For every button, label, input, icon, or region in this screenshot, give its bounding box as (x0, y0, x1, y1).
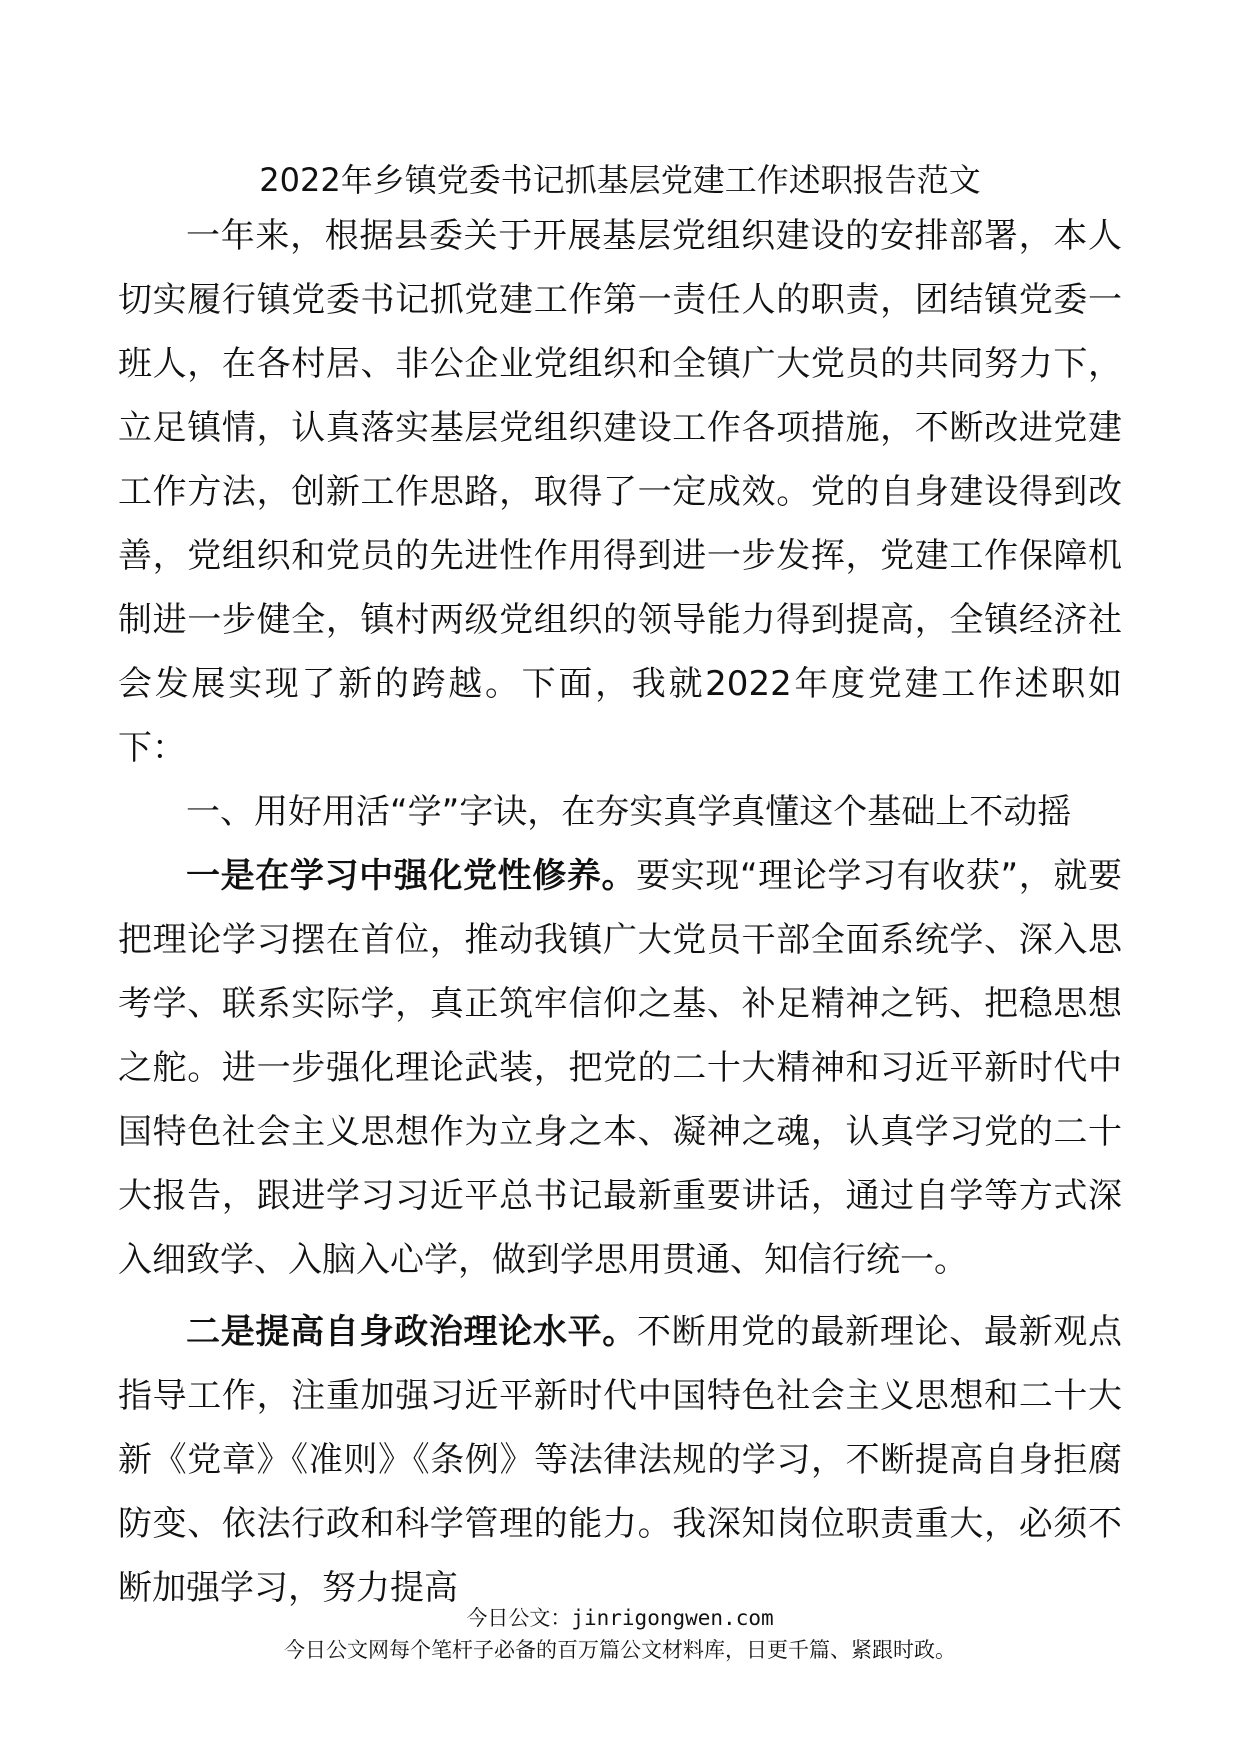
section-heading-1: 一、用好用活“学”字诀，在夯实真学真懂这个基础上不动摇 (186, 792, 1072, 832)
point-1-lead: 一是在学习中强化党性修养。 (186, 856, 637, 896)
footer-slogan: 今日公文网每个笔杆子必备的百万篇公文材料库，日更千篇、紧跟时政。 (284, 1638, 956, 1662)
page-footer (0, 1602, 1240, 1666)
point-2-lead: 二是提高自身政治理论水平。 (186, 1312, 637, 1352)
document-title: 2022年乡镇党委书记抓基层党建工作述职报告范文 (259, 161, 981, 199)
footer-site-link[interactable]: jinrigongwen.com (571, 1606, 774, 1630)
paragraph-intro: 一年来，根据县委关于开展基层党组织建设的安排部署，本人切实履行镇党委书记抓党建工作第一责任人的职责，团结镇党委一班人，在各村居、非公企业党组织和全镇广大党员的共同努力下，立足镇情，认真落实基层党组织建设工作各项措施，不断改进党建工作方法，创新工作思路，取得了一定成效。党的自身建设得到改善，党组织和党员的先进性作用得到进一步发挥，党建工作保障机制进一步健全，镇村两级党组织的领导能力得到提高，全镇经济社会发展实现了新的跨越。下面，我就2022年度党建工作述职如下： (118, 216, 1122, 768)
paragraph-point-2: 二是提高自身政治理论水平。不断用党的最新理论、最新观点指导工作，注重加强习近平新时代中国特色社会主义思想和二十大新《党章》《准则》《条例》等法律法规的学习，不断提高自身拒腐防变、依法行政和科学管理的能力。我深知岗位职责重大，必须不断加强学习，努力提高 (118, 1312, 1122, 1608)
footer-site (0, 1602, 1240, 1634)
footer-site-label: 今日公文： (466, 1606, 572, 1630)
paragraph-point-1: 一是在学习中强化党性修养。要实现“理论学习有收获”，就要把理论学习摆在首位，推动我镇广大党员干部全面系统学、深入思考学、联系实际学，真正筑牢信仰之基、补足精神之钙、把稳思想之舵。进一步强化理论武装，把党的二十大精神和习近平新时代中国特色社会主义思想作为立身之本、凝神之魂，认真学习党的二十大报告，跟进学习习近平总书记最新重要讲话，通过自学等方式深入细致学、入脑入心学，做到学思用贯通、知信行统一。 (118, 856, 1122, 1280)
document-body (118, 204, 1122, 1620)
